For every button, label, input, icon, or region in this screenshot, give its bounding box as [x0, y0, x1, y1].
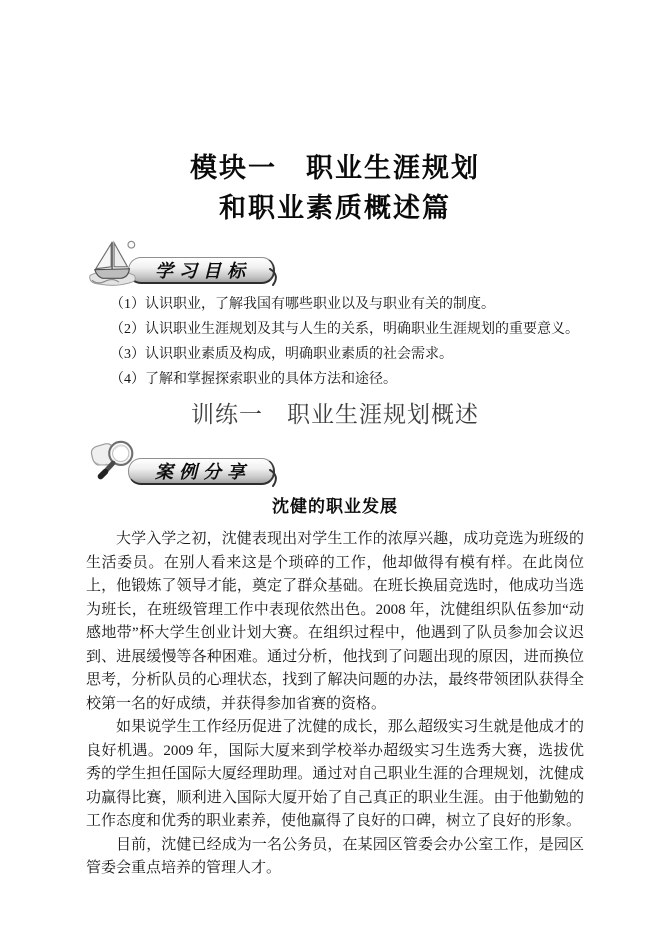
module-title: [86, 148, 584, 228]
pill-tail-decoration: [269, 268, 281, 286]
pill-tail-decoration: [269, 469, 281, 487]
case-paragraph-1: 大学入学之初，沈健表现出对学生工作的浓厚兴趣，成功竞选为班级的生活委员。在别人看来这是个琐碎的工作，他却做得有模有样。在此岗位上，他锻炼了领导才能，奠定了群众基础。在班长换届竞选时，他成功当选为班长，在班级管理工作中表现依然出色。2008 年，沈健组织队伍参加“动感地带”杯大学生创业计划大赛。在组织过程中，他遇到了队员参加会议迟到、进展缓慢等各种困难。通过分析，他找到了问题出现的原因，进而换位思考，分析队员的心理状态，找到了解决问题的办法，最终带领团队获得全校第一名的好成绩，并获得参加省赛的资格。: [86, 531, 584, 712]
case-share-label: 案例分享: [155, 462, 251, 482]
objective-item-3: （3）认识职业素质及构成，明确职业素质的社会需求。: [110, 347, 453, 362]
objective-item-2: （2）认识职业生涯规划及其与人生的关系，明确职业生涯规划的重要意义。: [110, 322, 579, 337]
training-section-title: 训练一 职业生涯规划概述: [191, 401, 479, 427]
objective-item-4: （4）了解和掌握探索职业的具体方法和途径。: [110, 372, 397, 387]
module-title-line1: 模块一 职业生涯规划: [190, 153, 480, 183]
case-paragraph-3: 目前，沈健已经成为一名公务员，在某园区管委会办公室工作，是园区管委会重点培养的管理人才。: [86, 836, 584, 876]
case-share-pill: [128, 458, 275, 485]
learning-objectives-label: 学习目标: [155, 261, 251, 281]
case-study-body: [86, 528, 584, 881]
magnifier-icon: [86, 438, 144, 488]
case-share-banner: [86, 438, 584, 488]
case-paragraph-2: 如果说学生工作经历促进了沈健的成长，那么超级实习生就是他成才的良好机遇。2009 年，国际大厦来到学校举办超级实习生选秀大赛，选拔优秀的学生担任国际大厦经理助理。通过对自己职业生涯的合理规划，沈健成功赢得比赛，顺利进入国际大厦开始了自己真正的职业生涯。由于他勤勉的工作态度和优秀的职业素养，使他赢得了良好的口碑，树立了良好的形象。: [86, 719, 584, 829]
sailboat-icon: [86, 237, 144, 287]
objectives-list: [86, 292, 584, 392]
case-study-heading: 沈健的职业发展: [272, 497, 398, 516]
learning-objectives-banner: [86, 237, 584, 287]
learning-objectives-pill: [128, 257, 275, 284]
objective-item-1: （1）认识职业，了解我国有哪些职业以及与职业有关的制度。: [110, 297, 495, 312]
module-title-line2: 和职业素质概述篇: [219, 193, 451, 223]
page-content: [86, 0, 584, 881]
